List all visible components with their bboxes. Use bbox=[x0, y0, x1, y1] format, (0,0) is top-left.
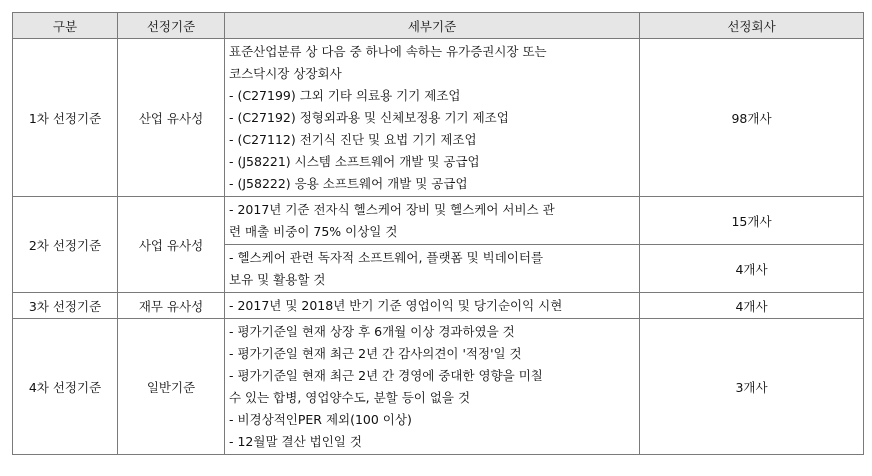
detail-line: - 평가기준일 현재 최근 2년 간 경영에 중대한 영향을 미칠 bbox=[229, 368, 543, 383]
detail-line: - (C27112) 전기식 진단 및 요법 기기 제조업 bbox=[229, 132, 477, 147]
detail-line: - 평가기준일 현재 최근 2년 간 감사의견이 '적정'일 것 bbox=[229, 346, 522, 361]
stage-cell: 3차 선정기준 bbox=[13, 293, 118, 319]
detail-line: - 2017년 및 2018년 반기 기준 영업이익 및 당기순이익 시현 bbox=[229, 298, 563, 313]
table-row bbox=[13, 197, 864, 245]
criterion-cell: 사업 유사성 bbox=[118, 197, 225, 293]
detail-line: - 2017년 기준 전자식 헬스케어 장비 및 헬스케어 서비스 관 bbox=[229, 202, 555, 217]
stage-cell: 2차 선정기준 bbox=[13, 197, 118, 293]
detail-line: 표준산업분류 상 다음 중 하나에 속하는 유가증권시장 또는 bbox=[229, 44, 547, 59]
count-cell: 15개사 bbox=[640, 197, 864, 245]
table-row bbox=[13, 319, 864, 455]
details-cell bbox=[225, 197, 640, 245]
count-cell: 3개사 bbox=[640, 319, 864, 455]
count-cell: 4개사 bbox=[640, 245, 864, 293]
detail-line: - (J58221) 시스템 소프트웨어 개발 및 공급업 bbox=[229, 154, 480, 169]
criterion-cell: 재무 유사성 bbox=[118, 293, 225, 319]
header-row bbox=[13, 13, 864, 39]
detail-line: - 평가기준일 현재 상장 후 6개월 이상 경과하였을 것 bbox=[229, 324, 515, 339]
stage-cell: 4차 선정기준 bbox=[13, 319, 118, 455]
detail-line: - (C27192) 정형외과용 및 신체보정용 기기 제조업 bbox=[229, 110, 509, 125]
header-division: 구분 bbox=[13, 13, 118, 39]
table-row bbox=[13, 39, 864, 197]
detail-line: - 12월말 결산 법인일 것 bbox=[229, 434, 362, 449]
detail-line: - 비경상적인PER 제외(100 이상) bbox=[229, 412, 412, 427]
count-cell: 98개사 bbox=[640, 39, 864, 197]
header-details: 세부기준 bbox=[225, 13, 640, 39]
criterion-cell: 산업 유사성 bbox=[118, 39, 225, 197]
details-cell bbox=[225, 293, 640, 319]
table-row bbox=[13, 293, 864, 319]
detail-line: 수 있는 합병, 영업양수도, 분할 등이 없을 것 bbox=[229, 390, 471, 405]
header-criterion: 선정기준 bbox=[118, 13, 225, 39]
detail-line: - 헬스케어 관련 독자적 소프트웨어, 플랫폼 및 빅데이터를 bbox=[229, 250, 544, 265]
stage-cell: 1차 선정기준 bbox=[13, 39, 118, 197]
count-cell: 4개사 bbox=[640, 293, 864, 319]
selection-criteria-table bbox=[12, 12, 864, 455]
criterion-cell: 일반기준 bbox=[118, 319, 225, 455]
header-selected-companies: 선정회사 bbox=[640, 13, 864, 39]
details-cell bbox=[225, 245, 640, 293]
details-cell bbox=[225, 319, 640, 455]
details-cell bbox=[225, 39, 640, 197]
detail-line: - (J58222) 응용 소프트웨어 개발 및 공급업 bbox=[229, 176, 468, 191]
detail-line: - (C27199) 그외 기타 의료용 기기 제조업 bbox=[229, 88, 461, 103]
detail-line: 보유 및 활용할 것 bbox=[229, 272, 326, 287]
detail-line: 코스닥시장 상장회사 bbox=[229, 66, 342, 81]
detail-line: 련 매출 비중이 75% 이상일 것 bbox=[229, 224, 398, 239]
